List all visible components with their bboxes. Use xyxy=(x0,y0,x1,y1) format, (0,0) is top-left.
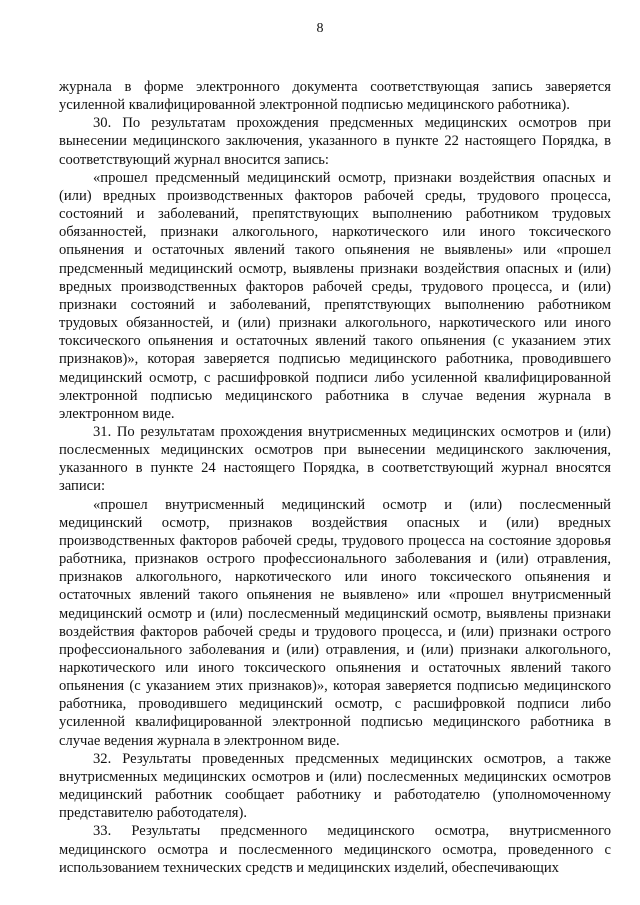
paragraph-31-quote: «прошел внутрисменный медицинский осмотр и (или) послесменный медицинский осмотр, признаков воздействия опасных и (или) вредных производственных факторов рабочей среды, трудового процесса на состояние здоровья работника, признаков острого профессионального заболевания и (или) отравления, признаков алкогольного, наркотического или иного токсического опьянения и остаточных явлений такого опьянения не выявлено» или «прошел внутрисменный медицинский осмотр и (или) послесменный медицинский осмотр, выявлены признаки воздействия факторов рабочей среды и трудового процесса, и (или) признаки острого профессионального заболевания и (или) отравления, и (или) признаки алкогольного, наркотического или иного токсического опьянения и остаточных явлений такого опьянения (с указанием этих признаков)», которая заверяется подписью медицинского работника, проводившего медицинский осмотр, с расшифровкой подписи либо усиленной квалифицированной электронной подписью медицинского работника в случае ведения журнала в электронном виде. xyxy=(59,496,611,749)
paragraph-continuation: журнала в форме электронного документа соответствующая запись заверяется усиленной квалифицированной электронной подписью медицинского работника). xyxy=(59,79,611,114)
paragraph-31: 31. По результатам прохождения внутрисменных медицинских осмотров и (или) послесменных медицинских осмотров при вынесении медицинского заключения, указанного в пункте 24 настоящего Порядка, в соответствующий журнал вносятся записи: xyxy=(59,423,611,495)
paragraph-30-quote: «прошел предсменный медицинский осмотр, признаки воздействия опасных и (или) вредных производственных факторов рабочей среды, трудового процесса, состояний и заболеваний, препятствующих выполнению работником трудовых обязанностей, признаки алкогольного, наркотического или иного токсического опьянения и остаточных явлений такого опьянения не выявлены» или «прошел предсменный медицинский осмотр, выявлены признаки воздействия опасных и (или) вредных производственных факторов рабочей среды, трудового процесса, и (или) признаки состояний и заболеваний, препятствующих выполнению работником трудовых обязанностей, и (или) признаки алкогольного, наркотического или иного токсического опьянения и остаточных явлений такого опьянения (с указанием этих признаков)», которая заверяется подписью медицинского работника, проводившего медицинский осмотр, с расшифровкой подписи либо усиленной квалифицированной электронной подписью медицинского работника в случае ведения журнала в электронном виде. xyxy=(59,169,611,422)
paragraph-30: 30. По результатам прохождения предсменных медицинских осмотров при вынесении медицинского заключения, указанного в пункте 22 настоящего Порядка, в соответствующий журнал вносится запись: xyxy=(59,115,611,168)
document-body xyxy=(59,78,611,877)
paragraph-33: 33. Результаты предсменного медицинского осмотра, внутрисменного медицинского осмотра и послесменного медицинского осмотра, проведенного с использованием технических средств и медицинских изделий, обеспечивающих xyxy=(59,823,611,876)
paragraph-32: 32. Результаты проведенных предсменных медицинских осмотров, а также внутрисменных медицинских осмотров и (или) послесменных медицинских осмотров медицинский работник сообщает работнику и работодателю (уполномоченному представителю работодателя). xyxy=(59,750,611,822)
page-number: 8 xyxy=(316,21,324,36)
